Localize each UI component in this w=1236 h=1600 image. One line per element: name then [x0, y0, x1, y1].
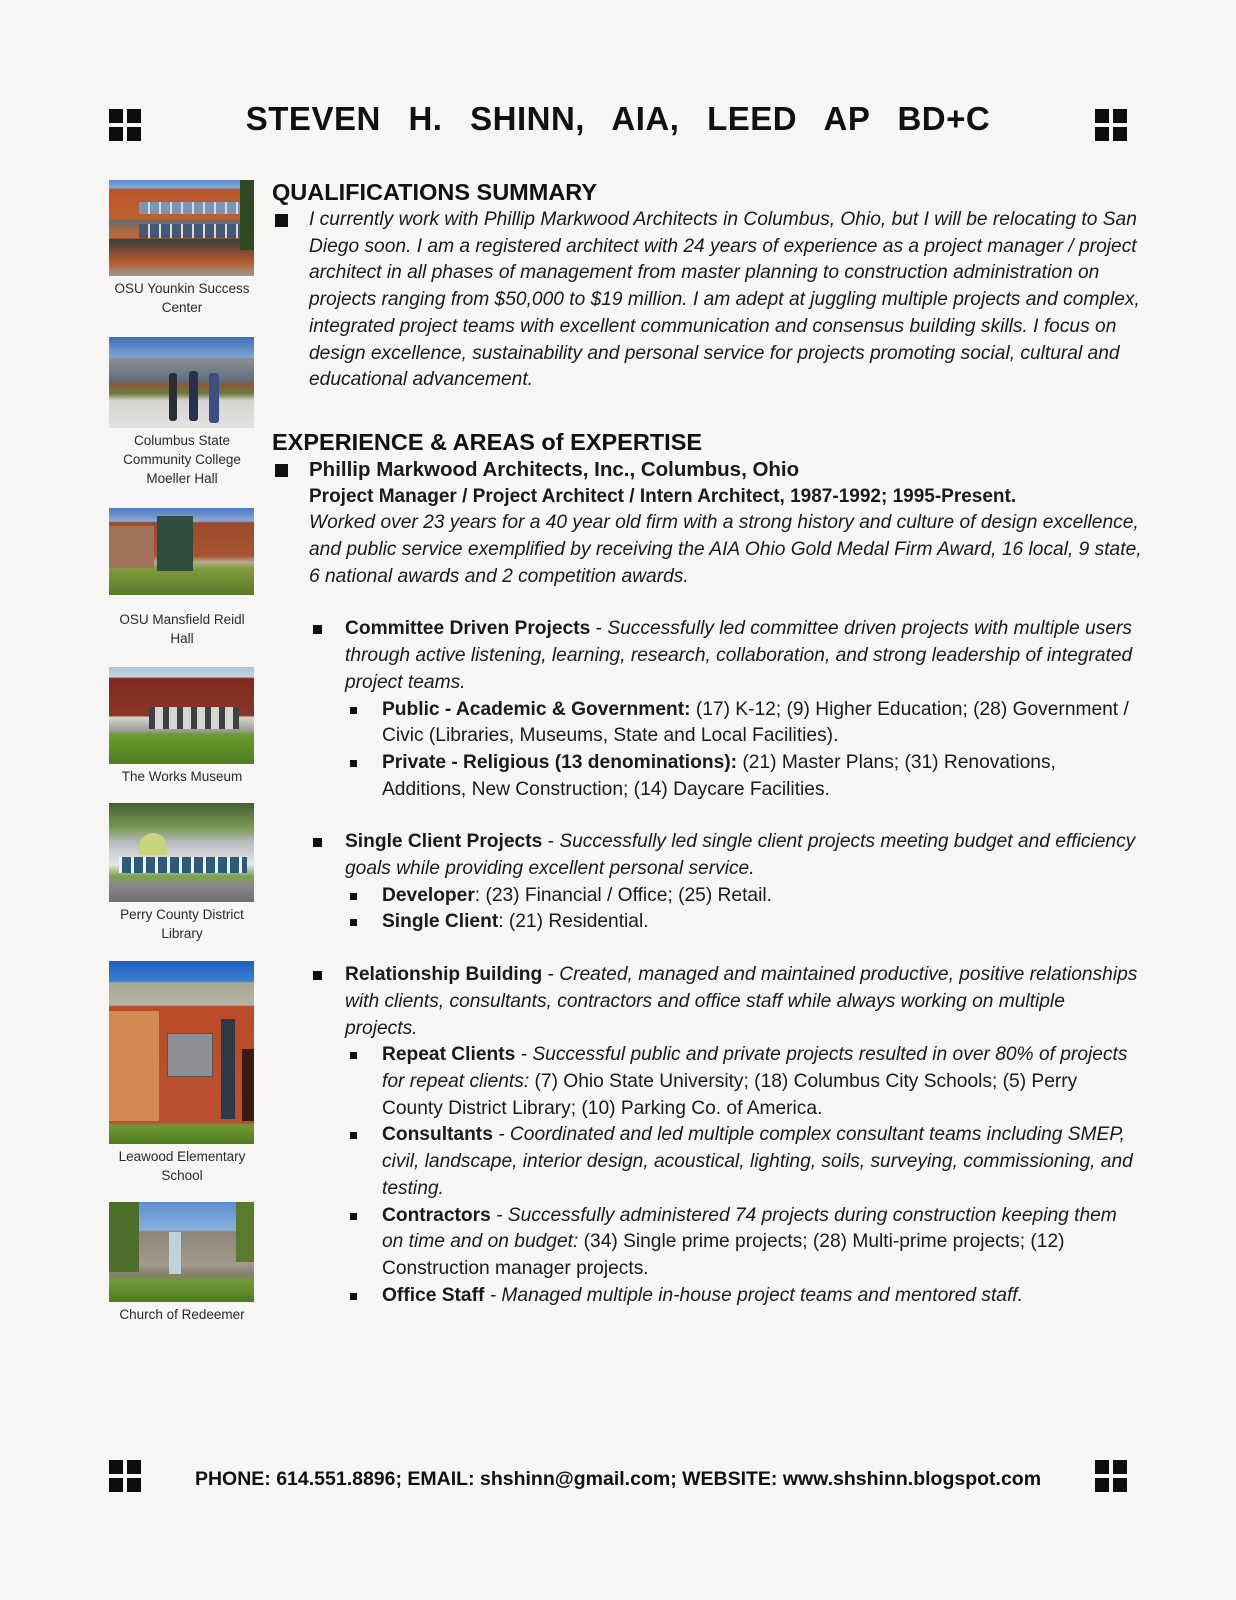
project-caption: Leawood Elementary School — [118, 1149, 246, 1183]
bullet-icon — [313, 971, 322, 980]
area-description: Successfully led committee driven projects with multiple users through active listening, learning, research, collaboration, and strong leadership of integrated project teams. — [345, 618, 1133, 693]
project-caption: Columbus State Community College Moeller Hall — [123, 433, 241, 486]
bullet-icon — [350, 760, 357, 767]
area-description: Created, managed and maintained productive, positive relationships with clients, consultants, contractors and office staff while always working on multiple projects. — [345, 964, 1138, 1039]
building-photo — [109, 180, 254, 276]
expertise-area: Committee Driven Projects - Successfully led committee driven projects with multiple users through active listening, learning, research, collaboration, and strong leadership of integrated project teams. — [272, 616, 1142, 696]
building-photo — [109, 337, 254, 428]
bullet-icon — [350, 707, 357, 714]
item-text: (17) K-12; (9) Higher Education; (28) Government / Civic (Libraries, Museums, State and Local Facilities). — [382, 698, 1129, 747]
item-label: Developer — [382, 884, 475, 906]
item-label: Single Client — [382, 911, 499, 933]
item-label: Consultants — [382, 1124, 493, 1146]
bullet-icon — [313, 625, 322, 634]
expertise-item — [272, 750, 1142, 803]
project-caption: OSU Younkin Success Center — [114, 281, 250, 315]
item-label: Private - Religious (13 denominations): — [382, 751, 738, 773]
expertise-item — [272, 1283, 1142, 1310]
item-label: Office Staff — [382, 1284, 485, 1306]
expertise-item — [272, 697, 1142, 750]
summary-text: I currently work with Phillip Markwood Architects in Columbus, Ohio, but I will be relocating to San Diego soon. I am a registered architect with 24 years of experience as a project manager / project architect in all phases of management from master planning to construction administration on projects ranging from $50,000 to $19 million. I am adept at juggling multiple projects and complex, integrated project teams with excellent communication and consensus building skills. I focus on design excellence, sustainability and personal service for projects promoting social, cultural and educational advancement. — [309, 209, 1140, 391]
bullet-icon — [313, 838, 322, 847]
project-caption: Perry County District Library — [120, 907, 244, 941]
job-role: Project Manager / Project Architect / Intern Architect, 1987-1992; 1995-Present. — [309, 485, 1017, 507]
resume-body — [272, 177, 1142, 1309]
item-text: : (21) Residential. — [498, 911, 649, 933]
project-caption: Church of Redeemer — [119, 1307, 245, 1322]
expertise-area: Relationship Building - Created, managed and maintained productive, positive relationships with clients, consultants, contractors and office staff while always working on multiple projects. — [272, 962, 1142, 1042]
item-italic: - Successfully administered 74 projects during construction keeping them on time and on budget: — [382, 1204, 1117, 1253]
bullet-icon — [350, 919, 357, 926]
item-text: (34) Single prime projects; (28) Multi-prime projects; (12) Construction manager projects. — [382, 1231, 1065, 1279]
building-photo — [109, 1202, 254, 1302]
area-description: Successfully led single client projects meeting budget and efficiency goals while providing excellent personal service. — [345, 831, 1136, 880]
project-caption: OSU Mansfield Reidl Hall — [119, 612, 245, 646]
area-title: Committee Driven Projects — [345, 618, 591, 640]
item-text: (7) Ohio State University; (18) Columbus City Schools; (5) Perry County District Library; (10) Parking Co. of America. — [382, 1070, 1078, 1119]
project-card — [109, 337, 255, 488]
item-italic: - Successful public and private projects resulted in over 80% of projects for repeat clients: — [382, 1044, 1128, 1092]
item-text: : (23) Financial / Office; (25) Retail. — [474, 884, 772, 906]
resume-title: STEVEN H. SHINN, AIA, LEED AP BD+C — [245, 100, 991, 137]
project-card — [109, 180, 255, 317]
item-label: Repeat Clients — [382, 1044, 516, 1066]
contact-info: PHONE: 614.551.8896; EMAIL: shshinn@gmail.com; WEBSITE: www.shshinn.blogspot.com — [194, 1468, 1042, 1490]
employer-description: Worked over 23 years for a 40 year old firm with a strong history and culture of design excellence, and public service exemplified by receiving the AIA Ohio Gold Medal Firm Award, 16 local, 9 state, 6 national awards and 2 competition awards. — [309, 512, 1142, 587]
project-card — [109, 1202, 255, 1324]
experience-heading: EXPERIENCE & AREAS of EXPERTISE — [272, 428, 703, 455]
expertise-item — [272, 909, 1142, 936]
bullet-icon — [350, 1132, 357, 1139]
bullet-icon — [350, 1213, 357, 1220]
employer-name: Phillip Markwood Architects, Inc., Columbus, Ohio — [309, 457, 800, 481]
area-title: Relationship Building — [345, 964, 543, 986]
project-card — [109, 508, 255, 648]
employer-entry — [272, 457, 1142, 591]
bullet-icon — [350, 1293, 357, 1300]
building-photo — [109, 508, 254, 595]
project-card — [109, 803, 255, 943]
building-photo — [109, 803, 254, 902]
item-italic: - Managed multiple in-house project teams and mentored staff. — [484, 1284, 1023, 1306]
expertise-item — [272, 1122, 1142, 1202]
item-label: Contractors — [382, 1204, 491, 1226]
item-italic: - Coordinated and led multiple complex consultant teams including SMEP, civil, landscape, interior design, acoustical, lighting, soils, surveying, commissioning, and testing. — [382, 1124, 1133, 1199]
expertise-item — [272, 1042, 1142, 1122]
project-caption: The Works Museum — [121, 769, 243, 784]
project-card — [109, 961, 255, 1185]
project-card — [109, 667, 255, 786]
item-label: Public - Academic & Government: — [382, 698, 691, 720]
expertise-item — [272, 883, 1142, 910]
qualifications-heading: QUALIFICATIONS SUMMARY — [272, 179, 598, 205]
bullet-icon — [275, 214, 288, 227]
building-photo — [109, 667, 254, 764]
item-text: (21) Master Plans; (31) Renovations, Additions, New Construction; (14) Daycare Facilities. — [382, 751, 1056, 800]
qualifications-summary — [272, 207, 1142, 394]
expertise-item — [272, 1203, 1142, 1283]
bullet-icon — [350, 893, 357, 900]
area-title: Single Client Projects — [345, 831, 543, 853]
building-photo — [109, 961, 254, 1144]
bullet-icon — [350, 1052, 357, 1059]
expertise-area: Single Client Projects - Successfully led single client projects meeting budget and efficiency goals while providing excellent personal service. — [272, 829, 1142, 882]
bullet-icon — [275, 464, 288, 477]
